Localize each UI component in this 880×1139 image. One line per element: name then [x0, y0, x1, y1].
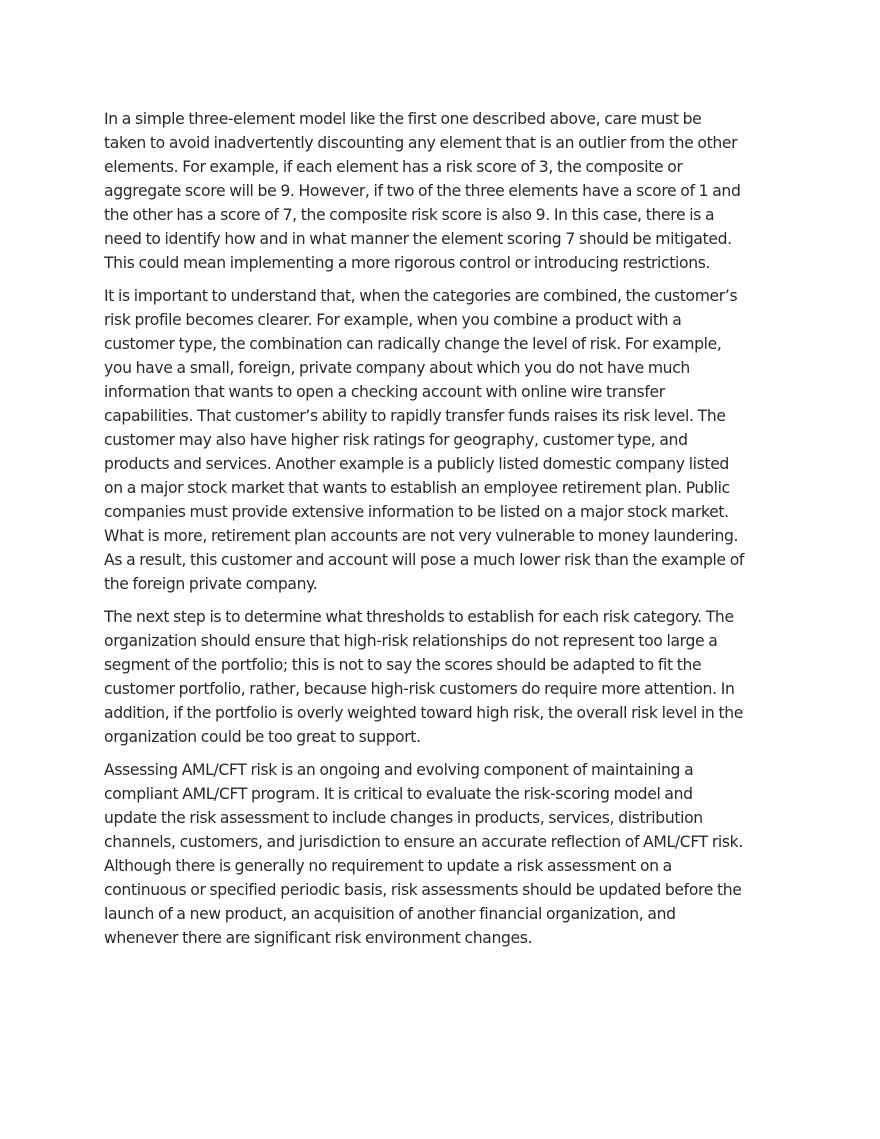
paragraph-thresholds: The next step is to determine what thresholds to establish for each risk category. The organization should ensure that high-risk relationships do not represent too large a segment of the portfolio; this is not to say the scores should be adapted to fit the customer portfolio, rather, because high-risk customers do require more attention. In addition, if the portfolio is overly weighted toward high risk, the overall risk level in the organization could be too great to support. [104, 608, 744, 746]
paragraph-composite-score: In a simple three-element model like the first one described above, care must be taken to avoid inadvertently discounting any element that is an outlier from the other elements. For example, if each element has a risk score of 3, the composite or aggregate score will be 9. However, if two of the three elements have a score of 1 and the other has a score of 7, the composite risk score is also 9. In this case, there is a need to identify how and in what manner the element scoring 7 should be mitigated. This could mean implementing a more rigorous control or introducing restrictions. [104, 110, 741, 272]
paragraph-combined-categories: It is important to understand that, when the categories are combined, the customer’s risk profile becomes clearer. For example, when you combine a product with a customer type, the combination can radically change the level of risk. For example, you have a small, foreign, private company about which you do not have much information that wants to open a checking account with online wire transfer capabilities. That customer’s ability to rapidly transfer funds raises its risk level. The customer may also have higher risk ratings for geography, customer type, and products and services. Another example is a publicly listed domestic company listed on a major stock market that wants to establish an employee retirement plan. Public companies must provide extensive information to be listed on a major stock market. What is more, retirement plan accounts are not very vulnerable to money laundering. As a result, this customer and account will pose a much lower risk than the example of the foreign private company. [104, 287, 745, 593]
body-text [104, 107, 746, 959]
paragraph-ongoing-assessment: Assessing AML/CFT risk is an ongoing and evolving component of maintaining a compliant AML/CFT program. It is critical to evaluate the risk-scoring model and update the risk assessment to include changes in products, services, distribution channels, customers, and jurisdiction to ensure an accurate reflection of AML/CFT risk. Although there is generally no requirement to update a risk assessment on a continuous or specified periodic basis, risk assessments should be updated before the launch of a new product, an acquisition of another financial organization, and whenever there are significant risk environment changes. [104, 761, 743, 947]
